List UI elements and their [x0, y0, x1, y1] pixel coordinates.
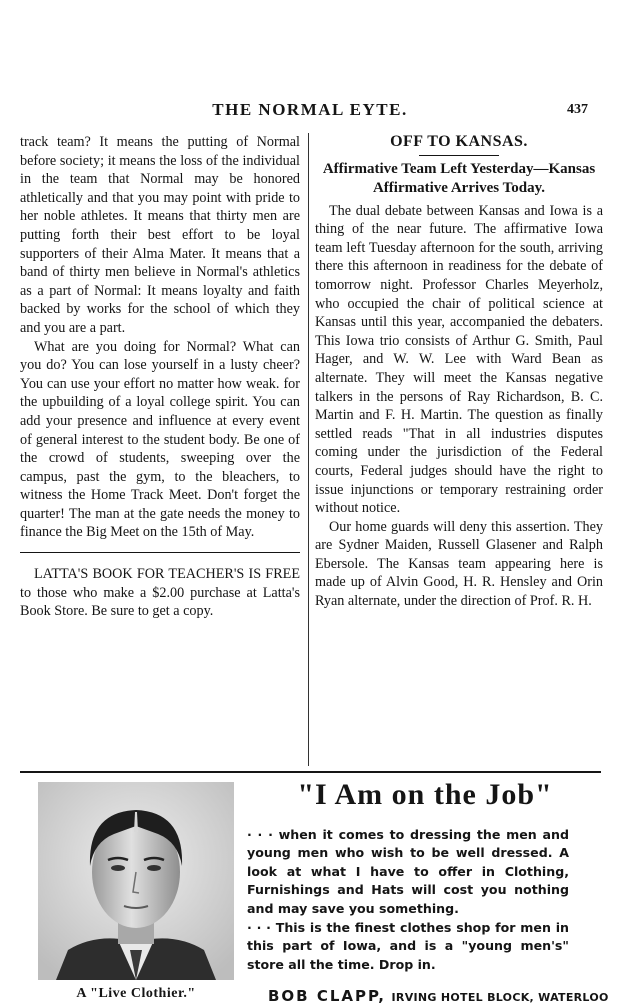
- title-rule: [419, 155, 499, 156]
- portrait-caption: A "Live Clothier.": [76, 986, 196, 1001]
- left-column: [20, 133, 300, 621]
- ad-body: [247, 826, 569, 974]
- ad-paragraph: · · · This is the finest clothes shop for men in this part of Iowa, and is a "young men's" store all the time. Drop in.: [247, 920, 569, 972]
- ad-signature: [268, 986, 608, 1005]
- portrait-photo: [38, 782, 234, 980]
- page-header: [20, 100, 600, 124]
- article-paragraph: The dual debate between Kansas and Iowa is a thing of the near future. The affirmative Iowa team left Tuesday afternoon for the south, arriving there this afternoon in readiness for the debate of tomorrow night. Professor Charles Meyerholz, who occupied the chair of political science at Kansas until this year, accompanied the debaters. This Iowa trio consists of Arthur G. Smith, Paul Hager, and W. W. Lee with Ward Bean as alternate. They will meet the Kansas negative talkers in the persons of Ray Richardson, B. C. Martin and F. H. Martin. The question as finally settled reads "That in all industries disputes coming under the jurisdiction of the Federal courts, Federal judges should have the right to issue injunctions or temporary restraining order without notice.: [315, 202, 603, 517]
- proprietor-name: BOB CLAPP,: [268, 987, 386, 1005]
- article-subtitle: Affirmative Team Left Yesterday—Kansas Affirmative Arrives Today.: [322, 160, 596, 196]
- store-address: IRVING HOTEL BLOCK, WATERLOO: [391, 991, 609, 1004]
- column-divider: [308, 133, 309, 766]
- right-column: [315, 133, 603, 611]
- book-notice: LATTA'S BOOK FOR TEACHER'S IS FREE to those who make a $2.00 purchase at Latta's Book Store. Be sure to get a copy.: [20, 552, 300, 621]
- article-title: OFF TO KANSAS.: [390, 133, 528, 150]
- ad-paragraph: · · · when it comes to dressing the men and young men who wish to be well dressed. A look at what I have to offer in Clothing, Furnishings and Hats will cost you nothing and may save you something.: [247, 827, 569, 916]
- running-title: THE NORMAL EYTE.: [212, 100, 408, 119]
- page-number: 437: [567, 102, 588, 117]
- left-paragraph: track team? It means the putting of Normal before society; it means the loss of the individual in the team that Normal may be honored athletically and that you may point with pride to her noble athletes. It means that thirty men are putting forth their best effort to be loyal supporters of their Alma Mater. It means that a band of thirty men believe in Normal's athletics as a part of Normal: It means loyalty and faith backed by works for the school of which they and you are a part.: [20, 134, 300, 336]
- article-paragraph: Our home guards will deny this assertion. They are Sydner Maiden, Russell Glasener and Ralph Ebersole. The Kansas team appearing here is made up of Alvin Good, H. R. Hensley and Orin Ryan alternate, under the direction of Prof. R. H.: [315, 518, 603, 610]
- left-paragraph: What are you doing for Normal? What can you do? You can lose yourself in a lusty cheer? You can use your effort no matter how weak. for the upbuilding of a loyal college spirit. You can add your presence and influence at every event of general interest to the student body. Be one of the crowd of students, sweeping over the campus, past the gym, to the bleachers, to witness the Home Track Meet. Don't forget the quarter! The man at the gate needs the money to finance the Big Meet on the 15th of May.: [20, 338, 300, 541]
- ad-headline: "I Am on the Job": [297, 778, 553, 811]
- clothier-portrait: [38, 782, 234, 980]
- advertisement-rule: [20, 771, 601, 773]
